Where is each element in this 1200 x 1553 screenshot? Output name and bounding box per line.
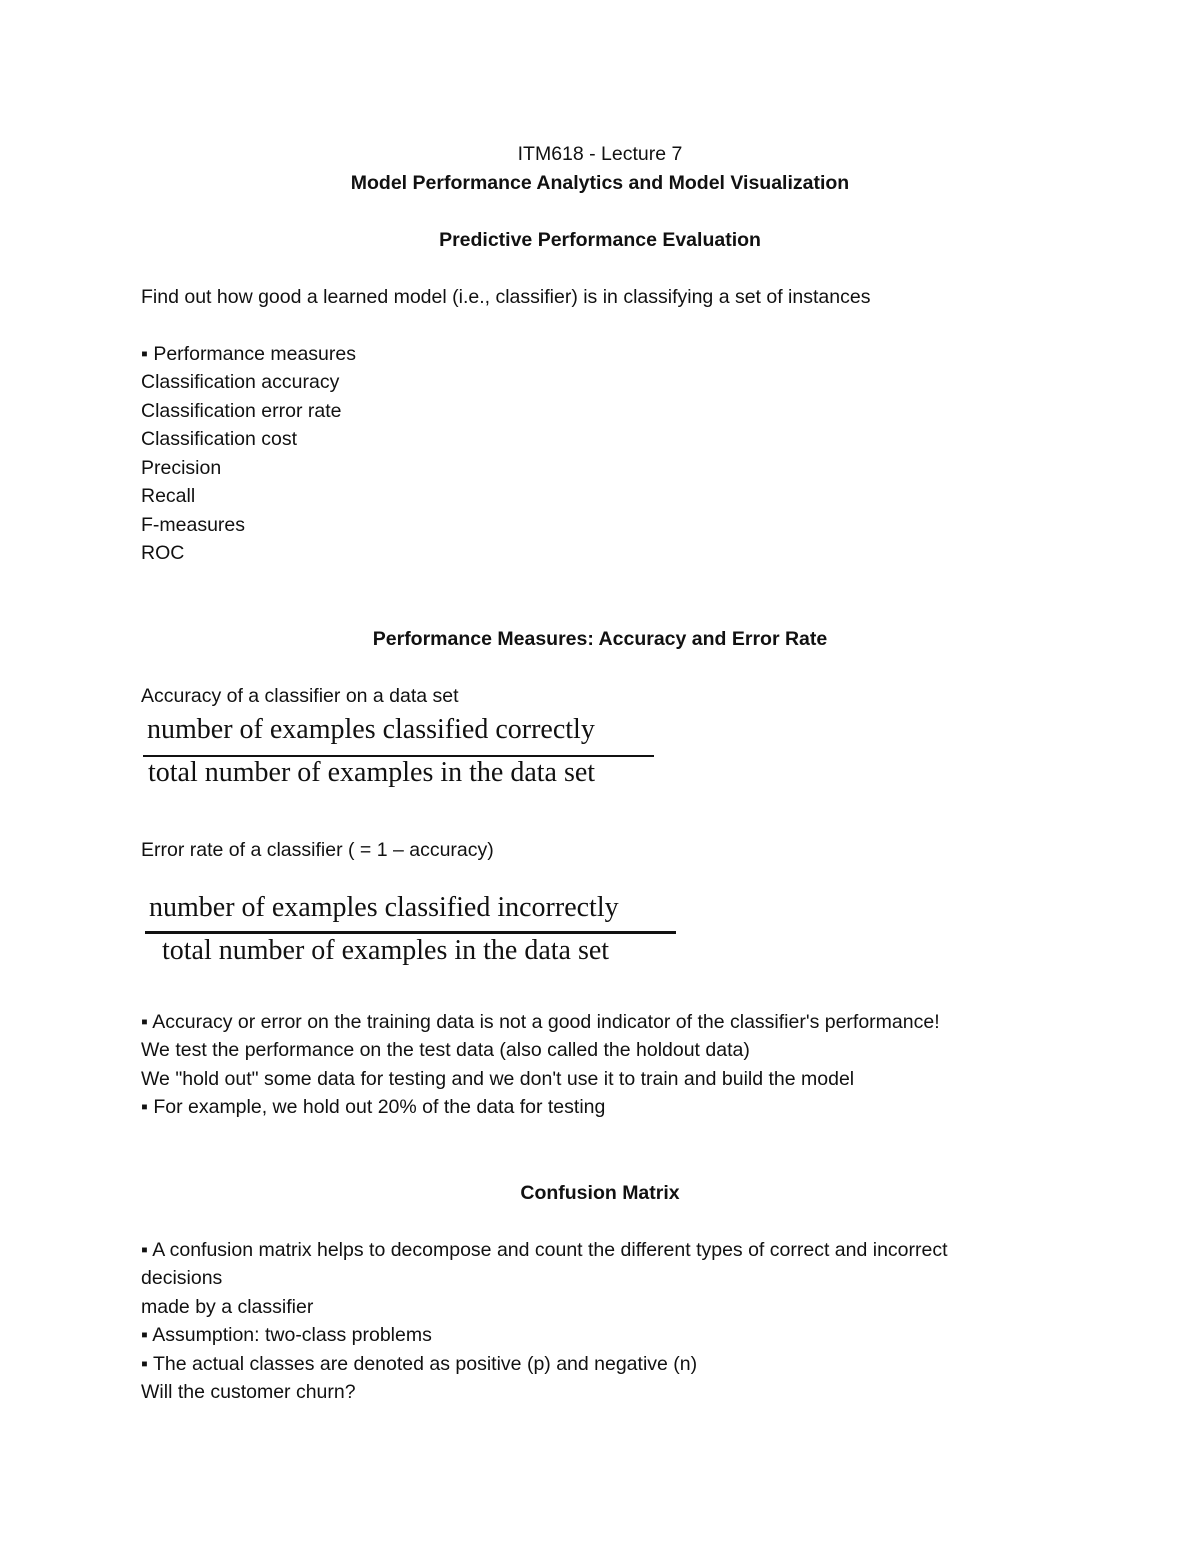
section-heading-confusion-matrix: Confusion Matrix: [520, 1182, 680, 1204]
document-title: Model Performance Analytics and Model Visualization: [350, 172, 850, 194]
error-formula-denominator: total number of examples in the data set: [162, 935, 610, 966]
note-line: We test the performance on the test data (also called the holdout data): [141, 1039, 750, 1061]
accuracy-label: Accuracy of a classifier on a data set: [141, 685, 459, 707]
confusion-line: decisions: [141, 1267, 223, 1289]
confusion-line: ▪ A confusion matrix helps to decompose and count the different types of correct and incorrect: [141, 1239, 948, 1261]
measure-item: F-measures: [141, 514, 246, 536]
error-rate-label: Error rate of a classifier ( = 1 – accuracy): [141, 839, 494, 861]
section-heading-accuracy-error: Performance Measures: Accuracy and Error Rate: [372, 628, 828, 650]
measure-item: Recall: [141, 485, 196, 507]
confusion-line: ▪ Assumption: two-class problems: [141, 1324, 432, 1346]
intro-paragraph: Find out how good a learned model (i.e., classifier) is in classifying a set of instances: [141, 286, 871, 308]
course-line: ITM618 - Lecture 7: [517, 143, 683, 165]
error-fraction-bar: [145, 931, 676, 934]
section-heading-predictive-evaluation: Predictive Performance Evaluation: [439, 229, 761, 251]
note-line: We "hold out" some data for testing and we don't use it to train and build the model: [141, 1068, 855, 1090]
measure-item: Classification error rate: [141, 400, 342, 422]
measure-item: Classification accuracy: [141, 371, 340, 393]
performance-measures-bullet: ▪ Performance measures: [141, 343, 356, 365]
measure-item: Precision: [141, 457, 222, 479]
measure-item: ROC: [141, 542, 185, 564]
confusion-line: made by a classifier: [141, 1296, 314, 1318]
accuracy-formula-numerator: number of examples classified correctly: [147, 714, 595, 745]
note-line: ▪ Accuracy or error on the training data is not a good indicator of the classifier's performance!: [141, 1011, 940, 1033]
measure-item: Classification cost: [141, 428, 298, 450]
error-formula-numerator: number of examples classified incorrectly: [149, 892, 619, 923]
note-line: ▪ For example, we hold out 20% of the data for testing: [141, 1096, 606, 1118]
accuracy-formula-denominator: total number of examples in the data set: [148, 757, 596, 788]
confusion-line: ▪ The actual classes are denoted as positive (p) and negative (n): [141, 1353, 698, 1375]
confusion-line: Will the customer churn?: [141, 1381, 356, 1403]
